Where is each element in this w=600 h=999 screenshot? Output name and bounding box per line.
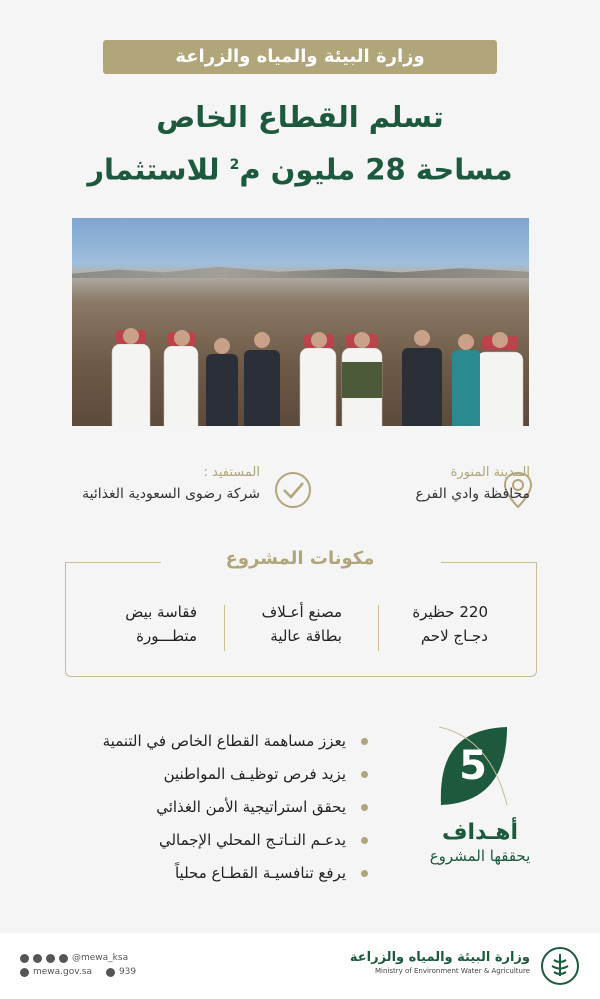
footer (0, 933, 600, 999)
goals-label-subtitle: يحققها المشروع (429, 847, 531, 865)
goals-count: 5 (459, 743, 487, 789)
photo-people (72, 276, 529, 426)
location-info (415, 465, 530, 502)
headline-line1: تسلم القطاع الخاص (156, 100, 444, 134)
ministry-name-ar: وزارة البيئة والمياه والزراعة (349, 950, 530, 965)
group-photo (72, 218, 529, 426)
goal-item: يزيد فرص توظيـف المواطنين (103, 758, 368, 791)
website-link[interactable]: mewa.gov.sa (33, 967, 92, 977)
components-title: مكونات المشروع (225, 548, 375, 569)
goals-count-badge (437, 725, 509, 807)
component-item (412, 600, 488, 648)
facebook-icon[interactable] (20, 954, 29, 963)
goal-item: يعزز مساهمة القطاع الخاص في التنمية (103, 725, 368, 758)
beneficiary-label: المستفيد : (203, 465, 260, 480)
headline-line2-post: للاستثمار (87, 152, 230, 187)
goal-item: يدعـم النـاتـج المحلي الإجمالي (103, 824, 368, 857)
headline-line2-pre: مساحة 28 مليون م (239, 152, 513, 187)
components-divider (378, 605, 379, 651)
component-line2: بطاقة عالية (270, 627, 342, 645)
check-circle-icon (273, 470, 313, 510)
components-divider (224, 605, 225, 651)
component-item (262, 600, 342, 648)
component-line1: 220 حظيرة (412, 603, 488, 621)
globe-icon (20, 968, 29, 977)
goals-label (405, 820, 555, 865)
twitter-icon[interactable] (33, 954, 42, 963)
ministry-name (350, 950, 530, 975)
headline-line2 (0, 143, 600, 192)
goal-item: يحقق استراتيجية الأمن الغذائي (103, 791, 368, 824)
ministry-name-en: Ministry of Environment Water & Agriculture (375, 967, 530, 975)
ministry-banner: وزارة البيئة والمياه والزراعة (103, 40, 497, 74)
goals-list (103, 725, 368, 890)
youtube-icon[interactable] (46, 954, 55, 963)
goals-label-title: أهـداف (441, 820, 519, 845)
location-value: محافظة وادي الفرع (415, 486, 530, 502)
phone-number[interactable]: 939 (118, 967, 137, 977)
social-links (20, 951, 136, 979)
headline-superscript: 2 (229, 157, 240, 173)
headline (0, 95, 600, 192)
ministry-logo-icon (540, 946, 580, 986)
location-label: المدينة المنورة (450, 465, 530, 480)
component-line2: متطـــورة (136, 627, 197, 645)
component-line1: فقاسة بيض (125, 603, 197, 621)
phone-icon (106, 968, 115, 977)
beneficiary-info (82, 465, 260, 502)
component-item (125, 600, 197, 648)
component-line2: دجـاج لاحم (420, 627, 488, 645)
goal-item: يرفع تنافسيـة القطـاع محلياً (103, 857, 368, 890)
social-handle[interactable]: @mewa_ksa (72, 953, 129, 963)
linkedin-icon[interactable] (59, 954, 68, 963)
component-line1: مصنع أعـلاف (261, 603, 342, 621)
beneficiary-value: شركة رضوى السعودية الغذائية (82, 486, 260, 502)
